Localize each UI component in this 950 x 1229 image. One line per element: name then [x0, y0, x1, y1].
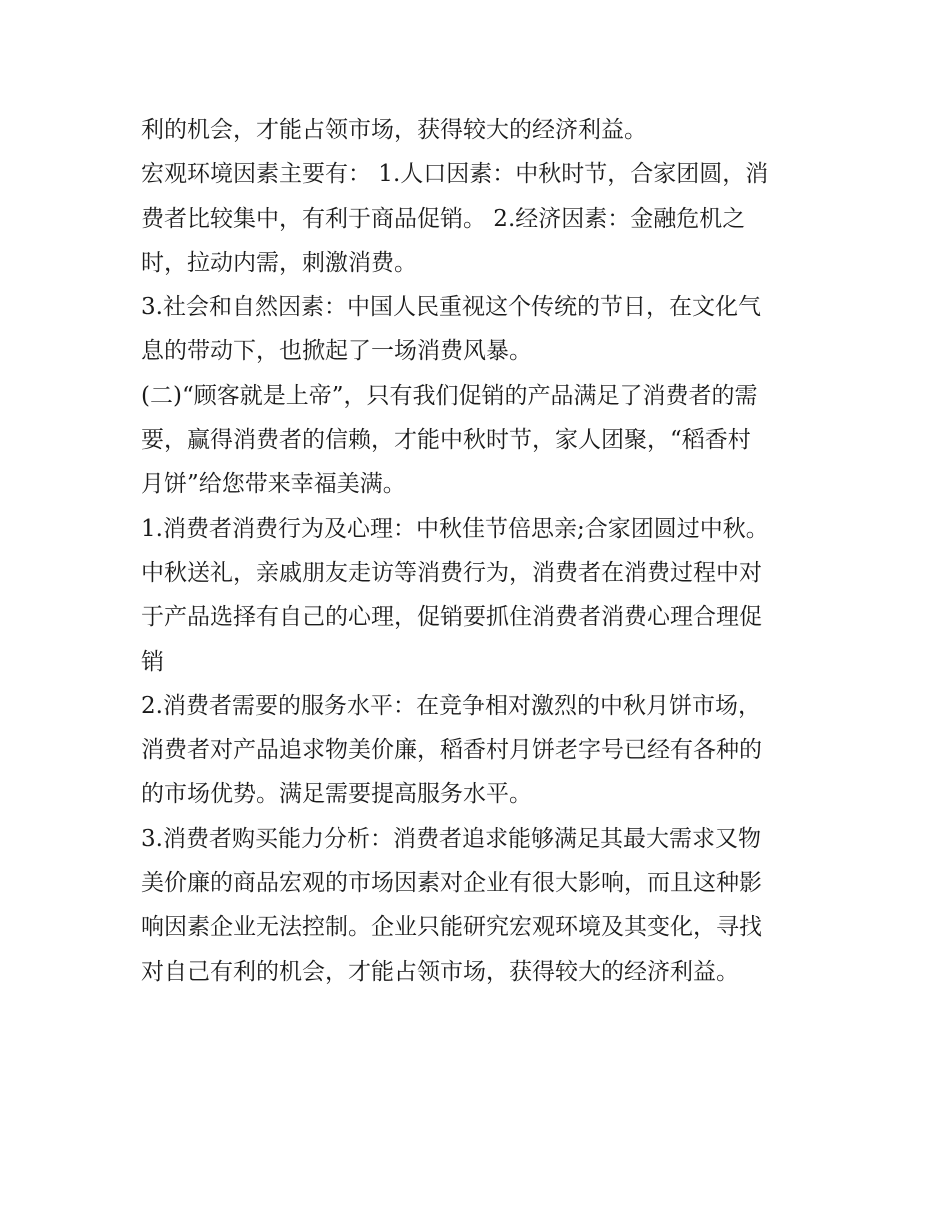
text-line: 于产品选择有自己的心理，促销要抓住消费者消费心理合理促 — [141, 604, 762, 631]
text-line: 响因素企业无法控制。企业只能研究宏观环境及其变化，寻找 — [141, 914, 762, 941]
text-line: (二)“顾客就是上帝”，只有我们促销的产品满足了消费者的需 — [141, 382, 758, 409]
text-line: 消费者对产品追求物美价廉，稻香村月饼老字号已经有各种的 — [141, 737, 762, 764]
text-line: 中秋送礼，亲戚朋友走访等消费行为，消费者在消费过程中对 — [141, 559, 762, 586]
text-line: 1.消费者消费行为及心理：中秋佳节倍思亲;合家团圆过中秋。 — [141, 515, 769, 542]
text-line: 息的带动下，也掀起了一场消费风暴。 — [141, 338, 532, 365]
text-line: 2.消费者需要的服务水平：在竞争相对激烈的中秋月饼市场， — [141, 692, 761, 719]
text-line: 利的机会，才能占领市场，获得较大的经济利益。 — [141, 117, 647, 143]
text-line: 美价廉的商品宏观的市场因素对企业有很大影响，而且这种影 — [141, 870, 762, 897]
text-line: 时，拉动内需，刺激消费。 — [141, 249, 417, 276]
text-line: 的市场优势。满足需要提高服务水平。 — [141, 781, 532, 808]
text-line: 对自己有利的机会，才能占领市场，获得较大的经济利益。 — [141, 958, 739, 985]
text-line: 要，赢得消费者的信赖，才能中秋时节，家人团聚，“稻香村 — [141, 427, 751, 454]
text-line: 3.消费者购买能力分析：消费者追求能够满足其最大需求又物 — [141, 825, 761, 852]
text-line: 宏观环境因素主要有： 1.人口因素：中秋时节，合家团圆，消 — [141, 161, 769, 188]
text-line: 销 — [141, 648, 164, 675]
document-body — [141, 108, 821, 994]
text-line: 3.社会和自然因素：中国人民重视这个传统的节日，在文化气 — [141, 294, 761, 321]
text-line: 月饼”给您带来幸福美满。 — [141, 471, 406, 498]
text-line: 费者比较集中，有利于商品促销。 2.经济因素：金融危机之 — [141, 205, 746, 232]
